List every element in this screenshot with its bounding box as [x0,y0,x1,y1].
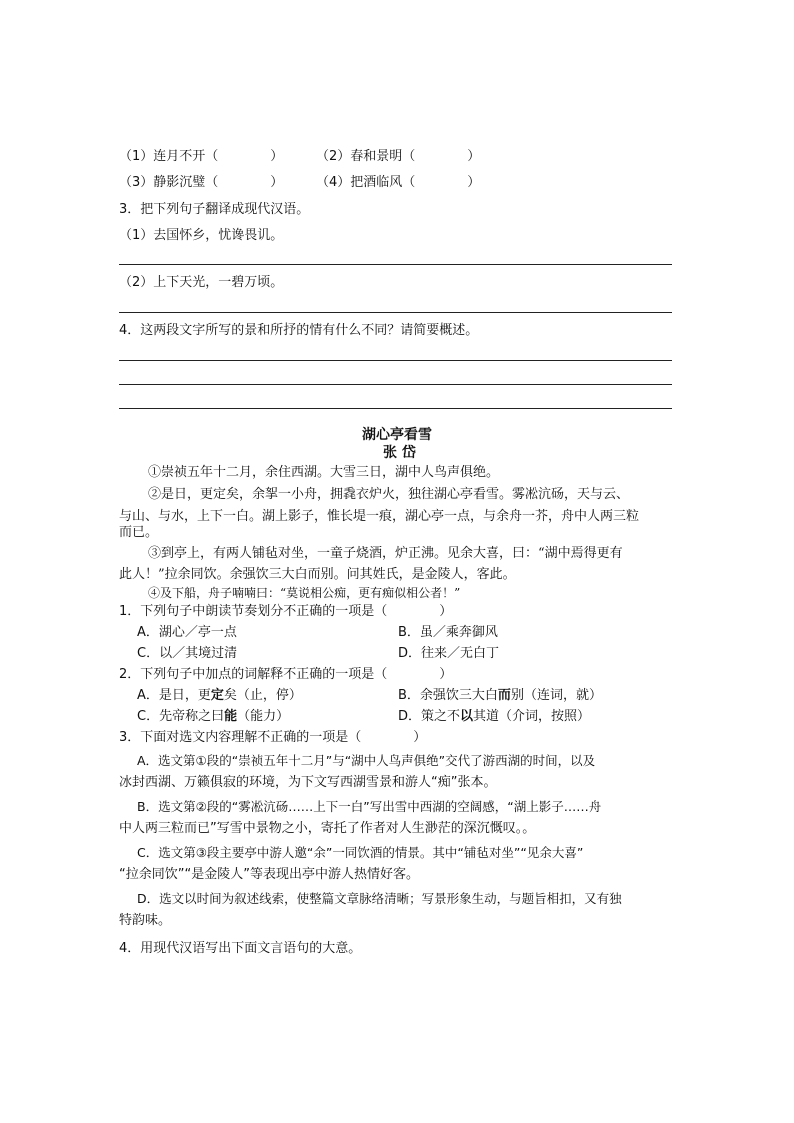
q2-option-d[interactable] [398,708,590,726]
q2-b-text-pre: B．余强饮三大白 [398,688,498,703]
q4-stem: 4．用现代汉语写出下面文言语句的大意。 [119,941,362,956]
q1-option-d[interactable]: D．往来／无白丁 [398,646,500,661]
q2-c-dotted-word: 能 [224,709,238,724]
q2-option-c[interactable] [137,708,289,726]
q3-option-b-line-1[interactable]: B．选文第②段的“雾凇沆砀……上下一白”写出雪中西湖的空阔感，“湖上影子……舟 [137,799,602,814]
q2-d-text-post: 其道（介词，按照） [473,709,591,724]
passage-paragraph-2-line-1: ②是日，更定矣，余挐一小舟，拥毳衣炉火，独往湖心亭看雪。雾凇沆砀，天与云、 [148,487,630,502]
passage-paragraph-3-line-1: ③到亭上，有两人铺毡对坐，一童子烧酒，炉正沸。见余大喜，曰：“湖中焉得更有 [148,546,623,561]
answer-line[interactable] [119,312,672,313]
vocab-item-1: （1）连月不开（ ） [119,149,284,164]
q3-option-d-line-1[interactable]: D．选文以时间为叙述线索，使整篇文章脉络清晰；写景形象生动，与题旨相扣，又有独 [137,891,622,906]
q1-option-b[interactable]: B．虽／乘奔御风 [398,625,498,640]
q2-d-text-pre: D．策之不 [398,709,461,724]
q3-option-d-line-2: 特韵味。 [119,913,172,928]
answer-line[interactable] [119,264,672,265]
q3-option-c-line-2: “拉余同饮”“是金陵人”等表现出亭中游人热情好客。 [119,867,419,882]
q2-stem: 2．下列句子中加点的词解释不正确的一项是（ ） [119,667,453,682]
q3-translate-stem: 3．把下列句子翻译成现代汉语。 [119,202,310,217]
q2-b-text-post: 别（连词，就） [510,688,602,703]
passage-paragraph-3-line-2: 此人！”拉余同饮。余强饮三大白而别。问其姓氏，是金陵人，客此。 [119,567,516,582]
q2-a-text-post: 矣（止，停） [223,688,302,703]
vocab-item-3: （3）静影沉璧（ ） [119,175,284,190]
q3-stem: 3．下面对选文内容理解不正确的一项是（ ） [119,730,427,745]
q2-d-dotted-word: 以 [460,709,474,724]
passage-title: 湖心亭看雪 [362,427,432,443]
passage-paragraph-2-line-2: 与山、与水，上下一白。湖上影子，惟长堤一痕，湖心亭一点，与余舟一芥，舟中人两三粒 [119,509,640,524]
passage-paragraph-2-line-3: 而已。 [119,525,159,540]
q3-option-a-line-2: 冰封西湖、万籁俱寂的环境，为下文写西湖雪景和游人“痴”张本。 [119,775,497,790]
answer-line[interactable] [119,408,672,409]
q2-option-a[interactable] [137,687,302,705]
answer-line[interactable] [119,384,672,385]
q3-option-a-line-1[interactable]: A．选文第①段的“崇祯五年十二月”与“湖中人鸟声俱绝”交代了游西湖的时间，以及 [137,753,596,768]
q3-option-c-line-1[interactable]: C．选文第③段主要亭中游人邀“余”一同饮酒的情景。其中“铺毡对坐”“见余大喜” [137,845,584,860]
vocab-item-2: （2）春和景明（ ） [316,149,481,164]
q1-option-a[interactable]: A．湖心／亭一点 [137,625,237,640]
q2-a-text-pre: A．是日，更 [137,688,211,703]
q1-stem: 1．下列句子中朗读节奏划分不正确的一项是（ ） [119,604,453,619]
q2-b-dotted-word: 而 [497,688,511,703]
q2-c-text-pre: C．先帝称之曰 [137,709,225,724]
passage-paragraph-4: ④及下船，舟子喃喃曰：“莫说相公痴，更有痴似相公者！” [148,586,461,600]
passage-author: 张 岱 [383,445,416,461]
vocab-item-4: （4）把酒临风（ ） [316,175,481,190]
q2-a-dotted-word: 定 [210,688,224,703]
q2-c-text-post: （能力） [237,709,290,724]
q1-option-c[interactable]: C．以／其境过清 [137,646,238,661]
passage-paragraph-1: ①崇祯五年十二月，余住西湖。大雪三日，湖中人鸟声俱绝。 [148,465,500,480]
q2-option-b[interactable] [398,687,602,705]
answer-line[interactable] [119,360,672,361]
q4-compare-stem: 4．这两段文字所写的景和所抒的情有什么不同？请简要概述。 [119,323,479,338]
q3-sentence-2: （2）上下天光，一碧万顷。 [119,275,284,290]
q3-option-b-line-2: 中人两三粒而已”写雪中景物之小，寄托了作者对人生渺茫的深沉慨叹。。 [119,821,536,836]
q3-sentence-1: （1）去国怀乡，忧谗畏讥。 [119,228,284,243]
